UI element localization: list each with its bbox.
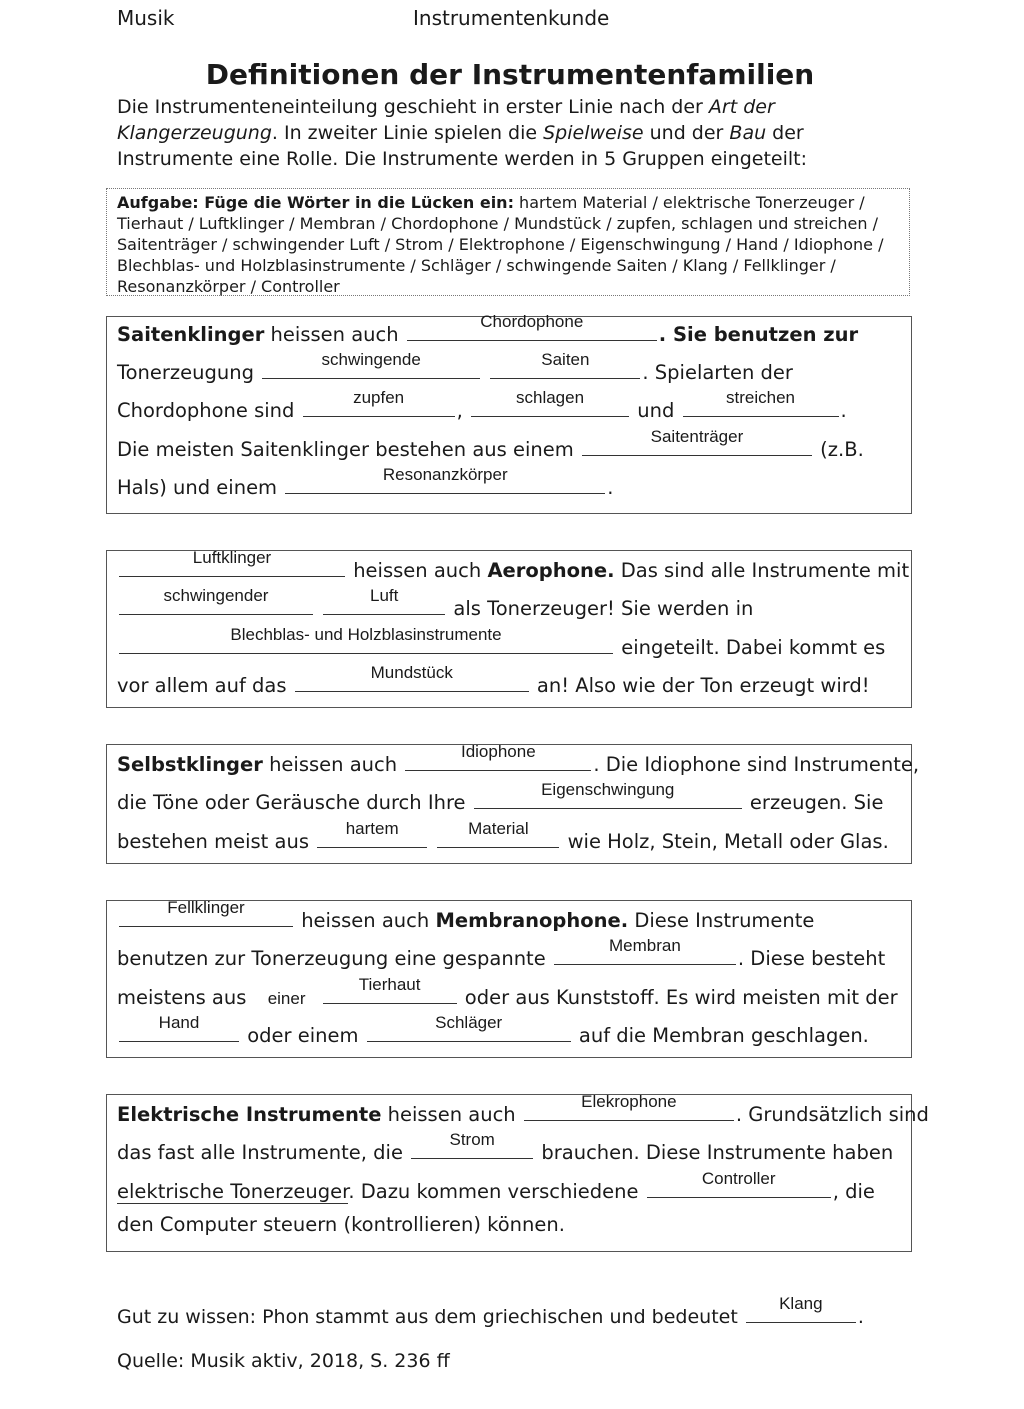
answer-text: Fellklinger xyxy=(167,898,245,917)
term-bold: Elektrische Instrumente xyxy=(117,1103,382,1126)
answer-blank xyxy=(683,388,839,417)
text: als Tonerzeuger! Sie werden in xyxy=(447,597,754,620)
text: . Dazu kommen verschiedene xyxy=(348,1180,645,1203)
answer-blank xyxy=(746,1294,856,1323)
text-line xyxy=(117,1169,875,1203)
text: und xyxy=(631,399,681,422)
header-subject: Musik xyxy=(117,6,175,30)
intro-text: . In zweiter Linie spielen die xyxy=(271,122,544,144)
text: brauchen. Diese Instrumente haben xyxy=(535,1141,894,1164)
text: erzeugen. Sie xyxy=(743,791,884,814)
answer-text: Luftklinger xyxy=(192,548,272,567)
answer-blank xyxy=(554,936,736,965)
answer-text: Material xyxy=(468,819,529,838)
header-topic: Instrumentenkunde xyxy=(413,6,610,30)
answer-text: Controller xyxy=(701,1169,776,1188)
text-line xyxy=(117,1092,929,1126)
answer-text: schlagen xyxy=(516,388,585,407)
intro-emphasis: Spielweise xyxy=(543,122,644,144)
text: heissen auch xyxy=(347,559,488,582)
intro-paragraph xyxy=(117,94,897,172)
text-line xyxy=(117,742,920,776)
text-line xyxy=(117,663,870,697)
text: vor allem auf das xyxy=(117,674,293,697)
text-line xyxy=(117,312,859,346)
text-line xyxy=(117,625,886,659)
text: das fast alle Instrumente, die xyxy=(117,1141,410,1164)
task-word-list: hartem Material / elektrische Tonerzeuger / Tierhaut / Luftklinger / Membran / Chordophone / Mundstück / zupfen, schlagen und streichen / Saitenträger / schwingender Luft / Strom / Elektrophone / Eigenschwingung / Hand / Idiophone / Blechblas- und Holzblasinstrumente / Schläger / schwingende Saiten / Klang / Fellklinger / Resonanzkörper / Controller xyxy=(117,193,884,296)
term-bold: Selbstklinger xyxy=(117,753,263,776)
term-bold: Saitenklinger xyxy=(117,323,265,346)
text: Das sind alle Instrumente mit xyxy=(614,559,910,582)
answer-text: Chordophone xyxy=(480,312,584,331)
answer-blank xyxy=(303,388,455,417)
text-line xyxy=(117,1130,894,1164)
answer-text: zupfen xyxy=(353,388,405,407)
text: den Computer steuern (kontrollieren) können. xyxy=(117,1213,565,1236)
text: . xyxy=(840,399,847,422)
answer-text: Blechblas- und Holzblasinstrumente xyxy=(230,625,502,644)
term-bold: Aerophone. xyxy=(487,559,615,582)
text-line xyxy=(117,388,847,422)
text-line xyxy=(117,350,793,384)
answer-blank xyxy=(119,898,293,927)
underlined-text: elektrische Tonerzeuger xyxy=(117,1180,349,1203)
answer-blank xyxy=(524,1092,734,1121)
task-label: Aufgabe: Füge die Wörter in die Lücken ein: xyxy=(117,193,514,212)
answer-blank xyxy=(119,625,613,654)
answer-blank xyxy=(474,780,742,809)
text-line xyxy=(117,586,754,620)
answer-text: schwingender xyxy=(163,586,269,605)
intro-emphasis: Art der Klangerzeugung xyxy=(117,96,775,144)
page-title: Definitionen der Instrumentenfamilien xyxy=(205,58,815,91)
text-line xyxy=(117,780,884,814)
text: , die xyxy=(832,1180,875,1203)
source-line: Quelle: Musik aktiv, 2018, S. 236 ff xyxy=(117,1350,450,1372)
intro-text: Die Instrumenteneinteilung geschieht in erster Linie nach der xyxy=(117,96,709,118)
answer-blank xyxy=(367,1013,571,1042)
text: benutzen zur Tonerzeugung eine gespannte xyxy=(117,947,552,970)
answer-blank xyxy=(411,1130,533,1159)
text-line xyxy=(117,1013,869,1047)
intro-text: der Instrumente eine Rolle. Die Instrumente werden in 5 Gruppen eingeteilt: xyxy=(117,122,808,170)
text: oder einem xyxy=(241,1024,365,1047)
text: . Grundsätzlich sind xyxy=(735,1103,929,1126)
text: . Spielarten der xyxy=(642,361,793,384)
answer-blank xyxy=(437,819,559,848)
answer-blank xyxy=(405,742,591,771)
text: Die meisten Saitenklinger bestehen aus einem xyxy=(117,438,580,461)
text: heissen auch xyxy=(264,323,405,346)
text: , xyxy=(456,399,470,422)
answer-blank xyxy=(119,1013,239,1042)
answer-text: Luft xyxy=(370,586,399,605)
answer-blank xyxy=(490,350,640,379)
answer-text: Eigenschwingung xyxy=(541,780,675,799)
handwritten-word: einer xyxy=(267,989,306,1008)
text: Gut zu wissen: Phon stammt aus dem griechischen und bedeutet xyxy=(117,1306,744,1328)
good-to-know xyxy=(117,1294,864,1328)
answer-text: Membran xyxy=(609,936,681,955)
intro-text: und der xyxy=(643,122,730,144)
text: oder aus Kunststoff. Es wird meisten mit der xyxy=(458,986,898,1009)
answer-blank xyxy=(119,548,345,577)
answer-blank xyxy=(647,1169,831,1198)
text: . xyxy=(607,476,614,499)
text-line xyxy=(117,975,898,1009)
text: heissen auch xyxy=(381,1103,522,1126)
term-bold: Membranophone. xyxy=(435,909,629,932)
text: an! Also wie der Ton erzeugt wird! xyxy=(530,674,870,697)
answer-blank xyxy=(323,586,445,615)
text: Hals) und einem xyxy=(117,476,284,499)
answer-text: Saiten xyxy=(541,350,590,369)
answer-text: Elekrophone xyxy=(581,1092,677,1111)
text: heissen auch xyxy=(262,753,404,776)
answer-text: streichen xyxy=(726,388,796,407)
answer-text: Schläger xyxy=(435,1013,503,1032)
text-line xyxy=(117,898,815,932)
text: Chordophone sind xyxy=(117,399,301,422)
text: (z.B. xyxy=(813,438,864,461)
answer-blank xyxy=(119,586,313,615)
text: auf die Membran geschlagen. xyxy=(572,1024,869,1047)
task-box xyxy=(106,188,910,296)
intro-emphasis: Bau xyxy=(729,122,767,144)
text-line xyxy=(117,548,910,582)
text: eingeteilt. Dabei kommt es xyxy=(615,636,886,659)
text-line xyxy=(117,465,614,499)
text-line xyxy=(117,1213,565,1236)
text: bestehen meist aus xyxy=(117,830,316,853)
text: . Diese besteht xyxy=(737,947,886,970)
answer-text: Hand xyxy=(158,1013,200,1032)
answer-text: Resonanzkörper xyxy=(382,465,508,484)
answer-text: schwingende xyxy=(321,350,421,369)
text-line xyxy=(117,936,886,970)
answer-blank xyxy=(471,388,629,417)
text: wie Holz, Stein, Metall oder Glas. xyxy=(561,830,889,853)
answer-text: Idiophone xyxy=(460,742,536,761)
text: meistens aus xyxy=(117,986,253,1009)
text: die Töne oder Geräusche durch Ihre xyxy=(117,791,472,814)
answer-text: Strom xyxy=(449,1130,495,1149)
text: heissen auch xyxy=(295,909,436,932)
text: . Sie benutzen zur xyxy=(658,323,859,346)
text-line xyxy=(117,427,864,461)
text: . Die Idiophone sind Instrumente, xyxy=(593,753,920,776)
text: Diese Instrumente xyxy=(628,909,815,932)
answer-blank xyxy=(295,663,529,692)
answer-blank xyxy=(262,350,480,379)
answer-blank xyxy=(582,427,812,456)
answer-text: Saitenträger xyxy=(650,427,744,446)
answer-blank xyxy=(407,312,657,341)
answer-blank xyxy=(285,465,605,494)
answer-blank xyxy=(323,975,457,1004)
text: . xyxy=(857,1306,864,1328)
answer-text: Tierhaut xyxy=(358,975,421,994)
text: Tonerzeugung xyxy=(117,361,261,384)
answer-text: Mundstück xyxy=(370,663,453,682)
answer-text: hartem xyxy=(345,819,399,838)
answer-blank xyxy=(317,819,427,848)
answer-text: Klang xyxy=(779,1294,823,1313)
text-line xyxy=(117,819,889,853)
